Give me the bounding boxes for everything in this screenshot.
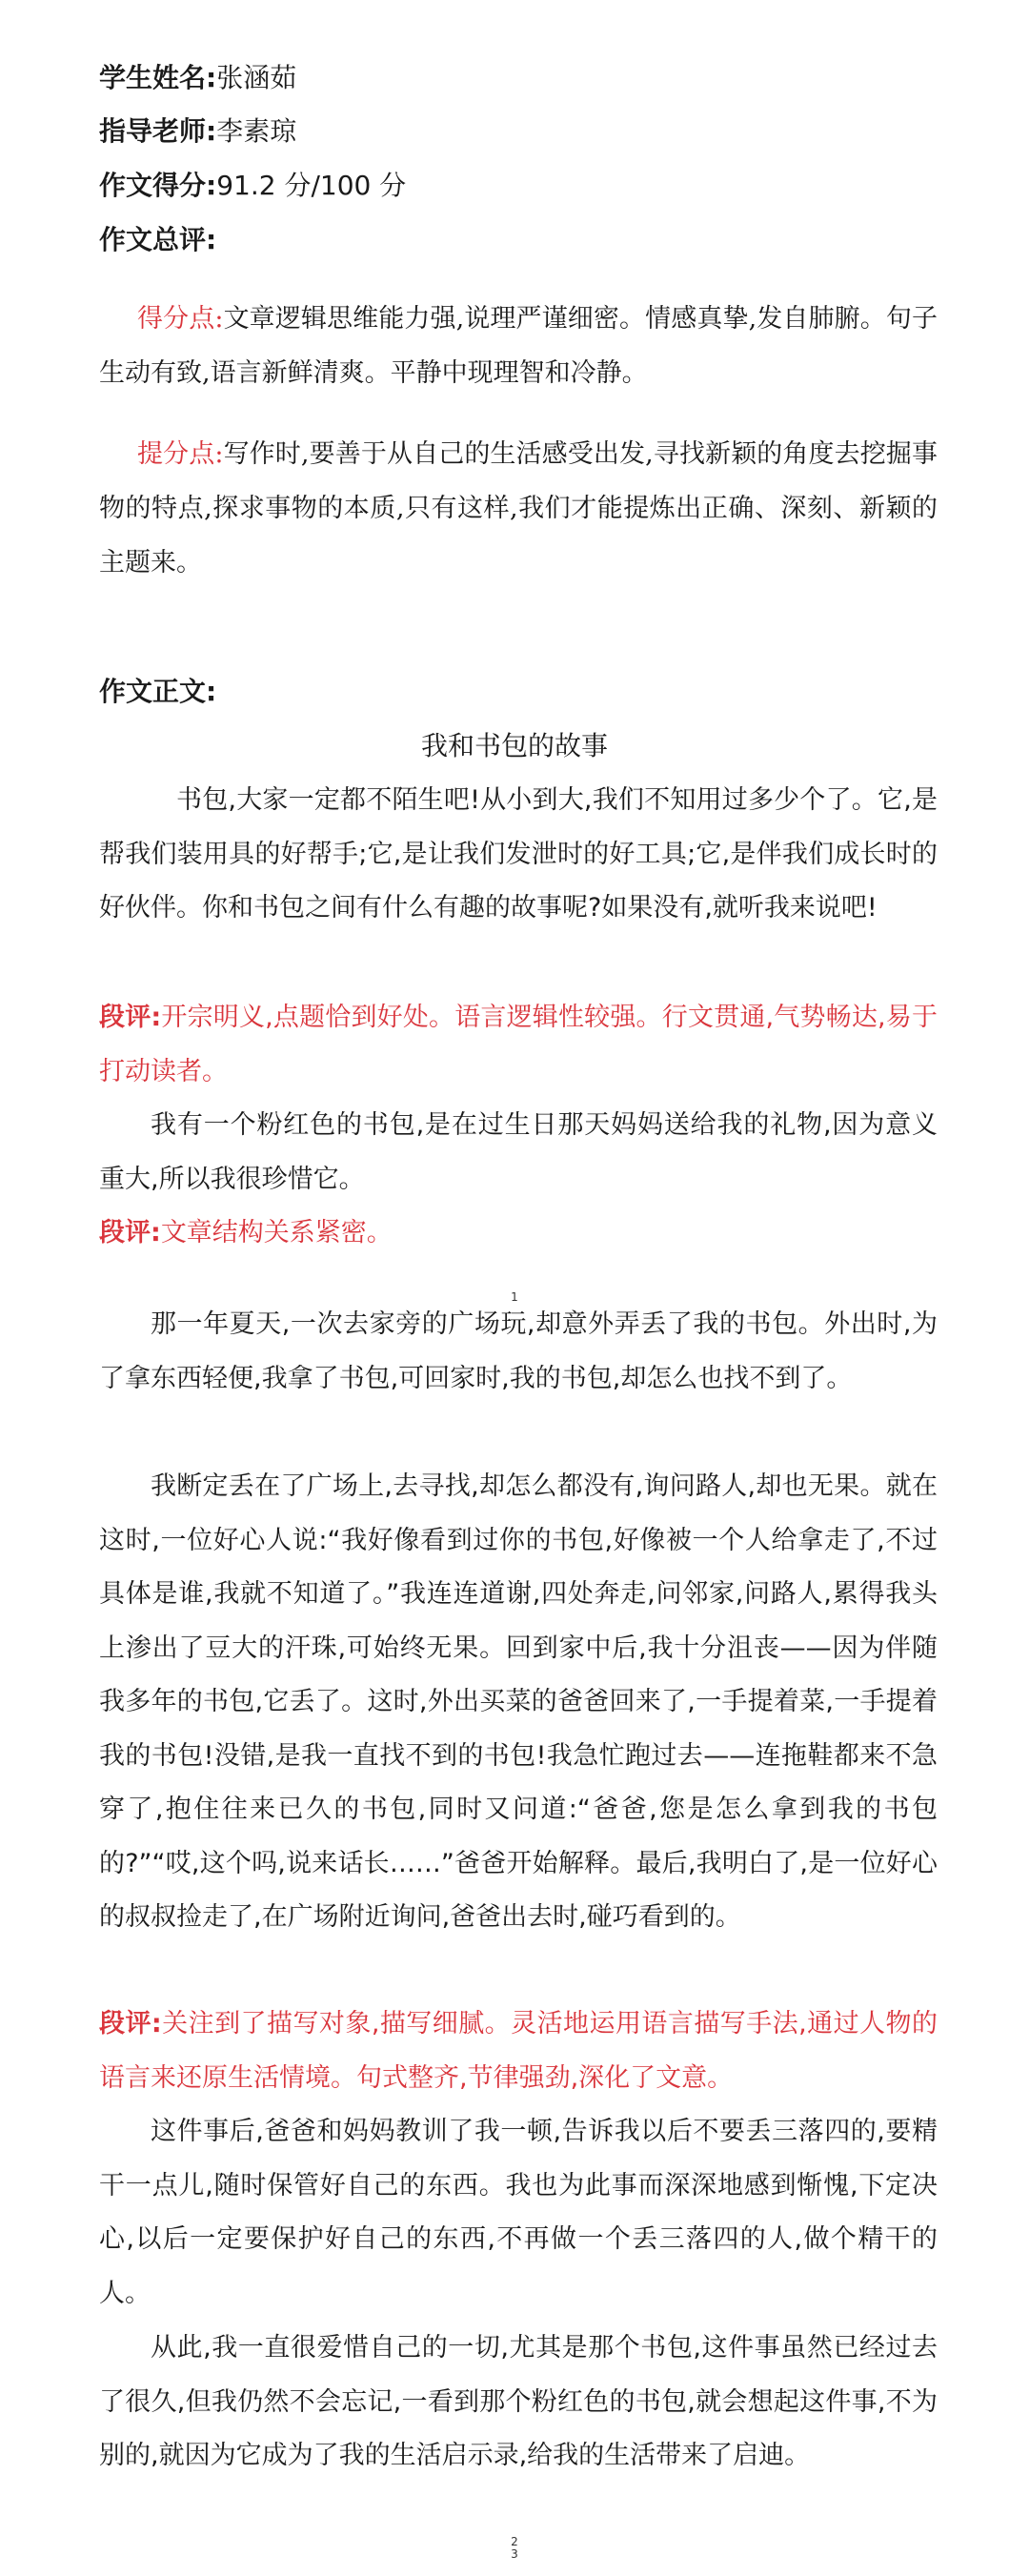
score-row: [99, 167, 406, 205]
improve-text: 写作时,要善于从自己的生活感受出发,寻找新颖的角度去挖掘事物的特点,探求事物的本质,只有这样,我们才能提炼出正确、深刻、新颖的主题来。: [99, 439, 938, 578]
improve-block: [99, 427, 938, 590]
student-name-row: [99, 59, 296, 97]
essay-body-heading: 作文正文:: [99, 676, 217, 707]
essay-paragraph-4: 我断定丢在了广场上,去寻找,却怎么都没有,询问路人,却也无果。就在这时,一位好心人说:“我好像看到过你的书包,好像被一个人给拿走了,不过具体是谁,我就不知道了。”我连连道谢,四处奔走,问邻家,问路人,累得我头上渗出了豆大的汗珠,可始终无果。回到家中后,我十分沮丧——因为伴随我多年的书包,它丢了。这时,外出买菜的爸爸回来了,一手提着菜,一手提着我的书包!没错,是我一直找不到的书包!我急忙跑过去——连拖鞋都来不急穿了,抱住往来已久的书包,同时又问道:“爸爸,您是怎么拿到我的书包的?”“哎,这个吗,说来话长……”爸爸开始解释。最后,我明白了,是一位好心的叔叔捡走了,在广场附近询问,爸爸出去时,碰巧看到的。: [99, 1471, 938, 1932]
strengths-block: [99, 292, 938, 400]
paragraph-comment-1: [99, 991, 938, 1099]
student-name-label: 学生姓名:: [99, 62, 217, 93]
comment-label: 段评:: [99, 1218, 161, 1247]
page-number-1: 1: [511, 1290, 518, 1304]
essay-paragraph-1: 书包,大家一定都不陌生吧!从小到大,我们不知用过多少个了。它,是帮我们装用具的好帮手;它,是让我们发泄时的好工具;它,是伴我们成长时的好伙伴。你和书包之间有什么有趣的故事呢?如果没有,就听我来说吧!: [99, 785, 938, 923]
page-number-2: 2: [511, 2535, 518, 2548]
comment-text: 开宗明义,点题恰到好处。语言逻辑性较强。行文贯通,气势畅达,易于打动读者。: [99, 1003, 938, 1086]
improve-label: 提分点:: [137, 439, 224, 469]
essay-paragraph-3: 那一年夏天,一次去家旁的广场玩,却意外弄丢了我的书包。外出时,为了拿东西轻便,我拿了书包,可回家时,我的书包,却怎么也找不到了。: [99, 1309, 938, 1393]
score-label: 作文得分:: [99, 170, 217, 201]
review-heading-row: [99, 221, 216, 259]
essay-paragraph-2: 我有一个粉红色的书包,是在过生日那天妈妈送给我的礼物,因为意义重大,所以我很珍惜它。: [99, 1110, 938, 1194]
comment-label: 段评:: [99, 2009, 162, 2038]
paragraph-comment-3: [99, 1998, 938, 2105]
teacher-value: 李素琼: [216, 115, 297, 147]
page-number-3: 3: [511, 2547, 518, 2561]
essay-paragraph-5: 这件事后,爸爸和妈妈教训了我一顿,告诉我以后不要丢三落四的,要精干一点儿,随时保管好自己的东西。我也为此事而深深地感到惭愧,下定决心,以后一定要保护好自己的东西,不再做一个丢三落四的人,做个精干的人。: [99, 2117, 938, 2308]
review-heading: 作文总评:: [99, 224, 217, 255]
essay-paragraph-6: 从此,我一直很爱惜自己的一切,尤其是那个书包,这件事虽然已经过去了很久,但我仍然不会忘记,一看到那个粉红色的书包,就会想起这件事,不为别的,就因为它成为了我的生活启示录,给我的生活带来了启迪。: [99, 2333, 938, 2470]
comment-text: 关注到了描写对象,描写细腻。灵活地运用语言描写手法,通过人物的语言来还原生活情境。句式整齐,节律强劲,深化了文意。: [99, 2009, 938, 2093]
strengths-label: 得分点:: [137, 304, 224, 334]
essay-title: 我和书包的故事: [420, 730, 608, 761]
score-value: 91.2 分/100 分: [216, 170, 407, 201]
comment-text: 文章结构关系紧密。: [160, 1218, 393, 1247]
strengths-text: 文章逻辑思维能力强,说理严谨细密。情感真挚,发自肺腑。句子生动有致,语言新鲜清爽。平静中现理智和冷静。: [99, 304, 938, 388]
comment-label: 段评:: [99, 1003, 162, 1032]
teacher-label: 指导老师:: [99, 115, 217, 147]
essay-body-heading-row: [99, 673, 216, 711]
student-name-value: 张涵茹: [216, 62, 297, 93]
teacher-row: [99, 112, 296, 151]
paragraph-comment-2: [99, 1207, 938, 1261]
